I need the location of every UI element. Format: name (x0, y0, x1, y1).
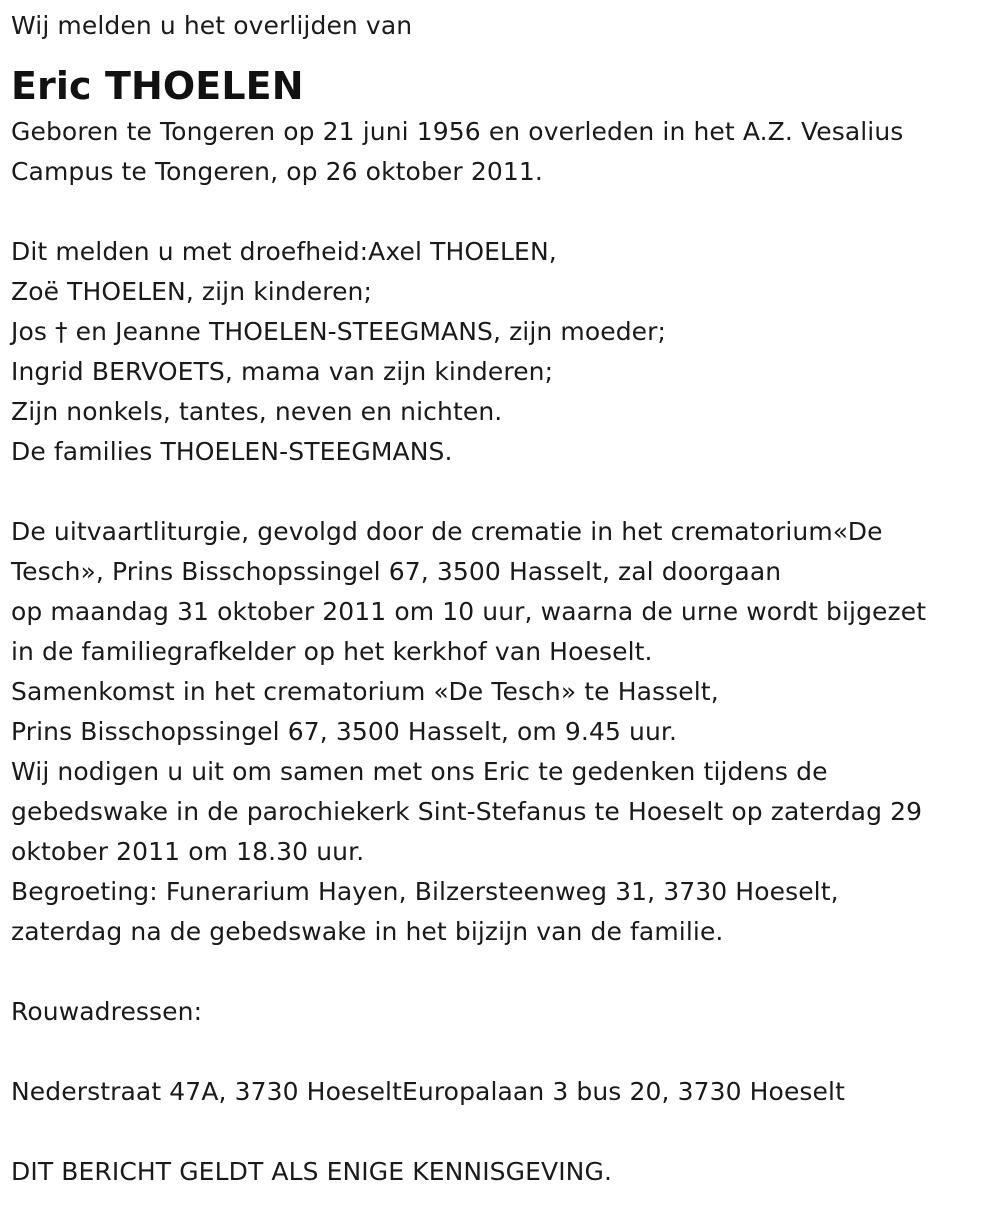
ceremony-line: op maandag 31 oktober 2011 om 10 uur, waarna de urne wordt bijgezet (11, 597, 927, 626)
deceased-name: Eric THOELEN (11, 64, 304, 108)
mourner-line: Jos † en Jeanne THOELEN-STEEGMANS, zijn moeder; (11, 317, 667, 346)
addresses-text: Nederstraat 47A, 3730 HoeseltEuropalaan 3 bus 20, 3730 Hoeselt (11, 1077, 845, 1106)
closing-text: DIT BERICHT GELDT ALS ENIGE KENNISGEVING. (11, 1157, 612, 1186)
ceremony-line: gebedswake in de parochiekerk Sint-Stefanus te Hoeselt op zaterdag 29 (11, 797, 923, 826)
ceremony-line: De uitvaartliturgie, gevolgd door de crematie in het crematorium«De (11, 517, 883, 546)
mourner-line: Ingrid BERVOETS, mama van zijn kinderen; (11, 357, 554, 386)
birth-death-line: Geboren te Tongeren op 21 juni 1956 en overleden in het A.Z. Vesalius (11, 117, 904, 146)
ceremony-line: Wij nodigen u uit om samen met ons Eric te gedenken tijdens de (11, 757, 828, 786)
ceremony-line: zaterdag na de gebedswake in het bijzijn van de familie. (11, 917, 724, 946)
death-notice (11, 6, 986, 1192)
birth-death-line: Campus te Tongeren, op 26 oktober 2011. (11, 157, 543, 186)
spacer (11, 192, 986, 232)
mourner-line: Dit melden u met droefheid:Axel THOELEN, (11, 237, 557, 266)
mourner-line: Zoë THOELEN, zijn kinderen; (11, 277, 373, 306)
ceremony-line: in de familiegrafkelder op het kerkhof van Hoeselt. (11, 637, 653, 666)
ceremony-paragraph (11, 512, 986, 952)
birth-death-paragraph (11, 112, 986, 192)
ceremony-line: Prins Bisschopssingel 67, 3500 Hasselt, om 9.45 uur. (11, 717, 678, 746)
ceremony-line: Samenkomst in het crematorium «De Tesch» te Hasselt, (11, 677, 719, 706)
spacer (11, 1112, 986, 1152)
spacer (11, 472, 986, 512)
mourners-paragraph (11, 232, 986, 472)
mourner-line: Zijn nonkels, tantes, neven en nichten. (11, 397, 503, 426)
ceremony-line: oktober 2011 om 18.30 uur. (11, 837, 365, 866)
mourner-line: De families THOELEN-STEEGMANS. (11, 437, 453, 466)
addresses-label: Rouwadressen: (11, 997, 203, 1026)
intro-text: Wij melden u het overlijden van (11, 11, 413, 40)
ceremony-line: Begroeting: Funerarium Hayen, Bilzersteenweg 31, 3730 Hoeselt, (11, 877, 839, 906)
ceremony-line: Tesch», Prins Bisschopssingel 67, 3500 Hasselt, zal doorgaan (11, 557, 782, 586)
spacer (11, 952, 986, 992)
spacer (11, 1032, 986, 1072)
